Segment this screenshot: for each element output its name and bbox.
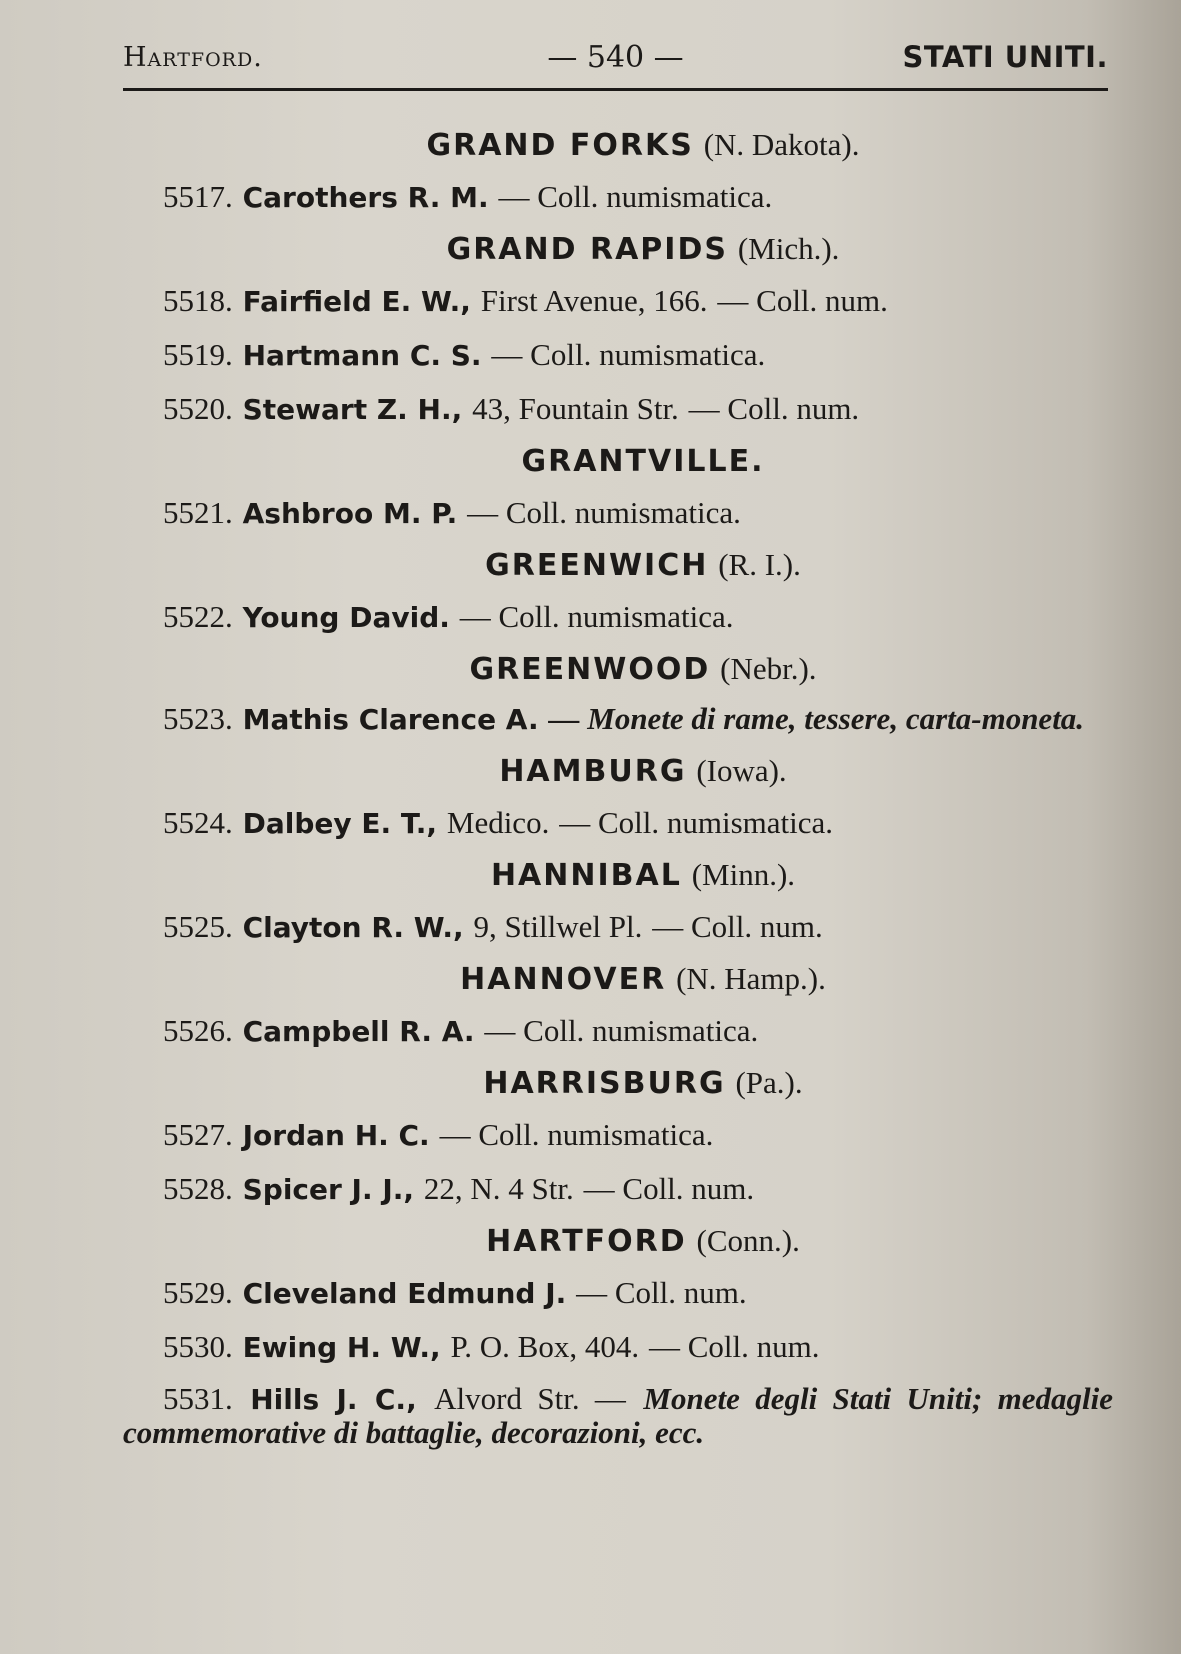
- state-abbrev: (Mich.).: [737, 231, 840, 266]
- collection-description: — Coll. num.: [717, 283, 888, 318]
- collection-description: — Coll. num.: [583, 1171, 755, 1206]
- collection-description: — Coll. numismatica.: [491, 337, 766, 372]
- collector-address: Alvord Str. —: [434, 1381, 626, 1416]
- city-heading: [123, 1058, 1123, 1108]
- collector-entry: [123, 590, 1123, 644]
- collector-address: Medico.: [446, 805, 550, 840]
- collection-description: — Coll. numismatica.: [459, 599, 734, 634]
- collector-entry: [123, 694, 1113, 746]
- entry-number: 5529.: [163, 1275, 233, 1310]
- city-heading: [123, 954, 1123, 1004]
- collector-entry: [123, 1162, 1123, 1216]
- collector-name: Campbell R. A.: [242, 1015, 475, 1048]
- collection-description: — Monete di rame, tessere, carta-moneta.: [548, 701, 1085, 736]
- collector-name: Hartmann C. S.: [242, 339, 482, 372]
- collection-description: — Coll. numismatica.: [559, 805, 833, 840]
- running-head-left: Hartford.: [123, 42, 263, 73]
- collector-entry: [123, 1004, 1123, 1058]
- city-heading: [123, 436, 1123, 486]
- collector-entry: [123, 796, 1123, 850]
- state-abbrev: (Nebr.).: [720, 651, 817, 686]
- collector-name: Hills J. C.,: [250, 1383, 417, 1416]
- collection-description: — Coll. numismatica.: [467, 495, 741, 530]
- collector-address: P. O. Box, 404.: [450, 1329, 640, 1364]
- city-name: GRANTVILLE.: [521, 444, 765, 479]
- collection-description: — Coll. num.: [652, 909, 823, 944]
- collection-description: — Coll. numismatica.: [484, 1013, 759, 1048]
- entry-number: 5518.: [163, 283, 233, 318]
- entry-number: 5520.: [163, 391, 233, 426]
- entry-number: 5519.: [163, 337, 233, 372]
- entry-number: 5517.: [163, 179, 233, 214]
- entry-number: 5521.: [163, 495, 233, 530]
- city-heading: [123, 1216, 1123, 1266]
- city-name: HANNIBAL: [490, 858, 682, 893]
- entry-number: 5528.: [163, 1171, 233, 1206]
- collector-name: Cleveland Edmund J.: [242, 1277, 567, 1310]
- directory-listing: [123, 120, 1123, 1460]
- collector-name: Young David.: [242, 601, 450, 634]
- state-abbrev: (Pa.).: [735, 1065, 803, 1100]
- collector-entry: [123, 328, 1123, 382]
- collection-description: — Coll. numismatica.: [498, 179, 773, 214]
- collector-entry: [123, 900, 1123, 954]
- state-abbrev: (N. Hamp.).: [676, 961, 826, 996]
- city-name: HARRISBURG: [483, 1066, 726, 1101]
- collector-entry: [123, 486, 1123, 540]
- page-number: — 540 —: [547, 40, 684, 75]
- collector-entry: [123, 1320, 1123, 1374]
- state-abbrev: (Iowa).: [696, 753, 787, 788]
- collector-name: Carothers R. M.: [242, 181, 489, 214]
- city-name: HAMBURG: [499, 754, 687, 789]
- collector-entry: [123, 274, 1123, 328]
- collector-address: 22, N. 4 Str.: [423, 1171, 574, 1206]
- city-heading: [123, 850, 1123, 900]
- state-abbrev: (N. Dakota).: [703, 127, 860, 162]
- city-name: HARTFORD: [486, 1224, 687, 1259]
- city-name: GRAND FORKS: [426, 128, 694, 163]
- collector-address: 43, Fountain Str.: [472, 391, 679, 426]
- entry-number: 5525.: [163, 909, 233, 944]
- entry-number: 5523.: [163, 701, 233, 736]
- collector-entry: [123, 1374, 1113, 1460]
- entry-number: 5531.: [163, 1381, 233, 1416]
- city-heading: [123, 224, 1123, 274]
- city-name: GRAND RAPIDS: [446, 232, 728, 267]
- collection-description: — Coll. num.: [688, 391, 860, 426]
- state-abbrev: (Minn.).: [691, 857, 796, 892]
- city-name: HANNOVER: [460, 962, 667, 997]
- collection-description: — Coll. numismatica.: [439, 1117, 714, 1152]
- city-heading: [123, 540, 1123, 590]
- city-heading: [123, 644, 1123, 694]
- collector-name: Fairfield E. W.,: [242, 285, 471, 318]
- entry-number: 5526.: [163, 1013, 233, 1048]
- collector-name: Spicer J. J.,: [242, 1173, 415, 1206]
- entry-number: 5522.: [163, 599, 233, 634]
- city-heading: [123, 746, 1123, 796]
- collection-description: — Coll. num.: [576, 1275, 747, 1310]
- page-header: [123, 38, 1108, 91]
- collector-name: Jordan H. C.: [242, 1119, 430, 1152]
- collector-name: Dalbey E. T.,: [242, 807, 438, 840]
- entry-number: 5527.: [163, 1117, 233, 1152]
- state-abbrev: (R. I.).: [718, 547, 801, 582]
- collector-name: Ashbroo M. P.: [242, 497, 458, 530]
- city-name: GREENWICH: [485, 548, 709, 583]
- collector-entry: [123, 1108, 1123, 1162]
- collector-name: Mathis Clarence A.: [242, 703, 539, 736]
- collection-description: Monete degli Stati Uniti; medaglie commemorative di battaglie, decorazioni, ecc.: [123, 1381, 1113, 1450]
- collector-name: Stewart Z. H.,: [242, 393, 463, 426]
- entry-number: 5530.: [163, 1329, 233, 1364]
- state-abbrev: (Conn.).: [696, 1223, 800, 1258]
- collector-entry: [123, 382, 1123, 436]
- collector-address: 9, Stillwel Pl.: [473, 909, 643, 944]
- collection-description: — Coll. num.: [648, 1329, 820, 1364]
- collector-entry: [123, 1266, 1123, 1320]
- collector-name: Ewing H. W.,: [242, 1331, 441, 1364]
- collector-entry: [123, 170, 1123, 224]
- collector-address: First Avenue, 166.: [480, 283, 708, 318]
- city-name: GREENWOOD: [469, 652, 711, 687]
- city-heading: [123, 120, 1123, 170]
- running-head-right: STATI UNITI.: [902, 40, 1108, 74]
- entry-number: 5524.: [163, 805, 233, 840]
- collector-name: Clayton R. W.,: [242, 911, 464, 944]
